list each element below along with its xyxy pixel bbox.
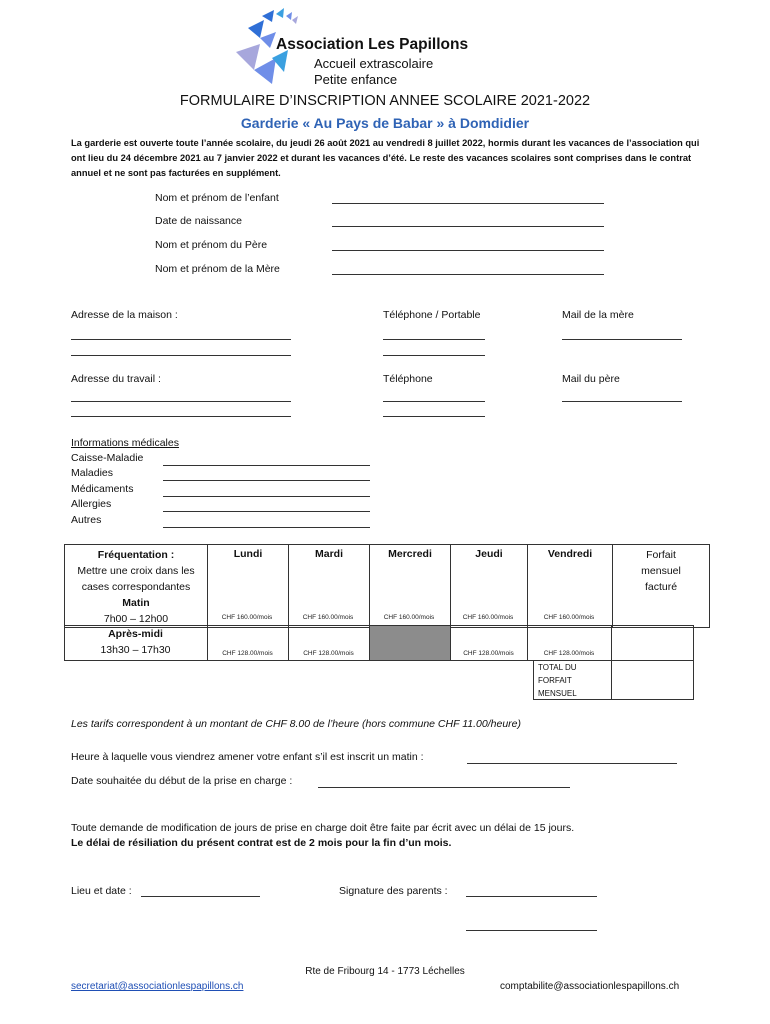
wednesday-morning-cell[interactable] bbox=[369, 597, 449, 625]
accounting-email: comptabilite@associationlespapillons.ch bbox=[500, 981, 680, 992]
medical-line[interactable] bbox=[163, 464, 370, 466]
afternoon-label-cell bbox=[64, 626, 207, 658]
price-morning: CHF 160.00/mois bbox=[383, 614, 435, 621]
intro-paragraph: La garderie est ouverte toute l’année scolaire, du jeudi 26 août 2021 au vendredi 8 juillet 2022, hormis durant les vacances de l’association qui ont lieu du 24 décembre 2021 au 7 janvier 2022 et durant les vacances d’été. Le reste des vacances scolaires sont comprises dans le contrat annuel et ne sont pas facturées en supplément. bbox=[71, 138, 700, 178]
price-morning: CHF 160.00/mois bbox=[462, 614, 514, 621]
total-text: MENSUEL bbox=[538, 689, 577, 698]
day-header: Mercredi bbox=[388, 548, 432, 560]
start-date-line[interactable] bbox=[318, 786, 570, 788]
org-subtitle-2: Petite enfance bbox=[314, 72, 398, 87]
day-header: Jeudi bbox=[475, 548, 503, 560]
day-header: Mardi bbox=[314, 548, 343, 560]
total-text: TOTAL DU bbox=[538, 663, 577, 672]
child-name-line[interactable] bbox=[332, 202, 604, 204]
total-label bbox=[534, 661, 577, 700]
medical-line[interactable] bbox=[163, 526, 370, 528]
total-text: FORFAIT bbox=[538, 676, 572, 685]
forfait-header bbox=[613, 545, 710, 628]
tuesday-morning-cell[interactable] bbox=[288, 597, 368, 625]
forfait-text: Forfait bbox=[646, 549, 676, 561]
work-address-line-1[interactable] bbox=[71, 400, 291, 402]
price-afternoon: CHF 128.00/mois bbox=[222, 650, 273, 657]
price-afternoon: CHF 128.00/mois bbox=[543, 650, 595, 657]
afternoon-label: Après-midi bbox=[108, 628, 163, 640]
home-address-label: Adresse de la maison : bbox=[71, 309, 178, 321]
signature-line-1[interactable] bbox=[466, 895, 597, 897]
thursday-morning-cell[interactable] bbox=[450, 597, 526, 625]
morning-hours: 7h00 – 12h00 bbox=[103, 613, 169, 625]
signature-line-2[interactable] bbox=[466, 929, 597, 931]
frequency-header-cell bbox=[65, 545, 208, 628]
medical-item-label: Autres bbox=[71, 514, 102, 526]
arrival-time-label: Heure à laquelle vous viendrez amener votre enfant s’il est inscrit un matin : bbox=[71, 751, 424, 763]
work-phone-label: Téléphone bbox=[383, 373, 433, 385]
medical-item-label: Allergies bbox=[71, 498, 112, 510]
medical-line[interactable] bbox=[163, 510, 370, 512]
price-morning: CHF 160.00/mois bbox=[221, 614, 273, 621]
mother-mail-label: Mail de la mère bbox=[562, 309, 634, 321]
mother-name-line[interactable] bbox=[332, 273, 604, 275]
frequency-instructions: Mettre une croix dans les bbox=[77, 565, 195, 577]
father-name-label: Nom et prénom du Père bbox=[155, 239, 268, 251]
org-subtitle-1: Accueil extrascolaire bbox=[314, 56, 434, 71]
medical-line[interactable] bbox=[163, 495, 370, 497]
friday-morning-cell[interactable] bbox=[527, 597, 611, 625]
mother-mail-line[interactable] bbox=[562, 338, 682, 340]
home-phone-line-2[interactable] bbox=[383, 354, 485, 356]
forfait-text: mensuel bbox=[641, 565, 681, 577]
rates-note: Les tarifs correspondent à un montant de CHF 8.00 de l’heure (hors commune CHF 11.00/heure) bbox=[71, 718, 521, 730]
footer-address: Rte de Fribourg 14 - 1773 Léchelles bbox=[305, 966, 465, 977]
price-afternoon: CHF 128.00/mois bbox=[463, 650, 514, 657]
home-address-line-2[interactable] bbox=[71, 354, 291, 356]
forfait-text: facturé bbox=[644, 581, 678, 593]
place-date-label: Lieu et date : bbox=[71, 885, 132, 897]
wednesday-afternoon-closed bbox=[370, 626, 450, 660]
medical-info-title: Informations médicales bbox=[71, 437, 179, 449]
secretariat-email-link[interactable]: secretariat@associationlespapillons.ch bbox=[71, 981, 244, 992]
work-phone-line-1[interactable] bbox=[383, 400, 485, 402]
form-subtitle: Garderie « Au Pays de Babar » à Domdidier bbox=[240, 115, 530, 131]
work-phone-line-2[interactable] bbox=[383, 415, 485, 417]
arrival-time-line[interactable] bbox=[467, 762, 677, 764]
home-phone-line-1[interactable] bbox=[383, 338, 485, 340]
medical-line[interactable] bbox=[163, 479, 370, 481]
signature-label: Signature des parents : bbox=[339, 885, 448, 897]
frequency-instructions: cases correspondantes bbox=[81, 581, 191, 593]
form-title: FORMULAIRE D’INSCRIPTION ANNEE SCOLAIRE 2021-2022 bbox=[179, 93, 591, 109]
home-address-line-1[interactable] bbox=[71, 338, 291, 340]
price-morning: CHF 160.00/mois bbox=[543, 614, 595, 621]
monday-morning-cell[interactable] bbox=[207, 597, 287, 625]
frequency-heading: Fréquentation : bbox=[97, 549, 175, 561]
morning-label: Matin bbox=[122, 597, 150, 609]
medical-item-label: Médicaments bbox=[71, 483, 134, 495]
birthdate-label: Date de naissance bbox=[155, 215, 242, 227]
afternoon-hours: 13h30 – 17h30 bbox=[100, 644, 171, 656]
price-morning: CHF 160.00/mois bbox=[302, 614, 354, 621]
total-value-cell[interactable] bbox=[612, 662, 693, 699]
place-date-line[interactable] bbox=[141, 895, 260, 897]
day-header: Lundi bbox=[233, 548, 263, 560]
father-mail-line[interactable] bbox=[562, 400, 682, 402]
child-name-label: Nom et prénom de l’enfant bbox=[155, 192, 279, 204]
work-address-line-2[interactable] bbox=[71, 415, 291, 417]
home-phone-label: Téléphone / Portable bbox=[383, 309, 481, 321]
org-name: Association Les Papillons bbox=[276, 36, 469, 53]
price-afternoon: CHF 128.00/mois bbox=[303, 650, 354, 657]
father-mail-label: Mail du père bbox=[562, 373, 620, 385]
work-address-label: Adresse du travail : bbox=[71, 373, 161, 385]
termination-note: Le délai de résiliation du présent contrat est de 2 mois pour la fin d’un mois. bbox=[71, 837, 452, 849]
modification-note: Toute demande de modification de jours de prise en charge doit être faite par écrit avec un délai de 15 jours. bbox=[71, 822, 575, 834]
medical-item-label: Caisse-Maladie bbox=[71, 452, 144, 464]
birthdate-line[interactable] bbox=[332, 225, 604, 227]
day-header: Vendredi bbox=[547, 548, 593, 560]
medical-item-label: Maladies bbox=[71, 467, 114, 479]
start-date-label: Date souhaitée du début de la prise en charge : bbox=[71, 775, 293, 787]
mother-name-label: Nom et prénom de la Mère bbox=[155, 263, 280, 275]
father-name-line[interactable] bbox=[332, 249, 604, 251]
